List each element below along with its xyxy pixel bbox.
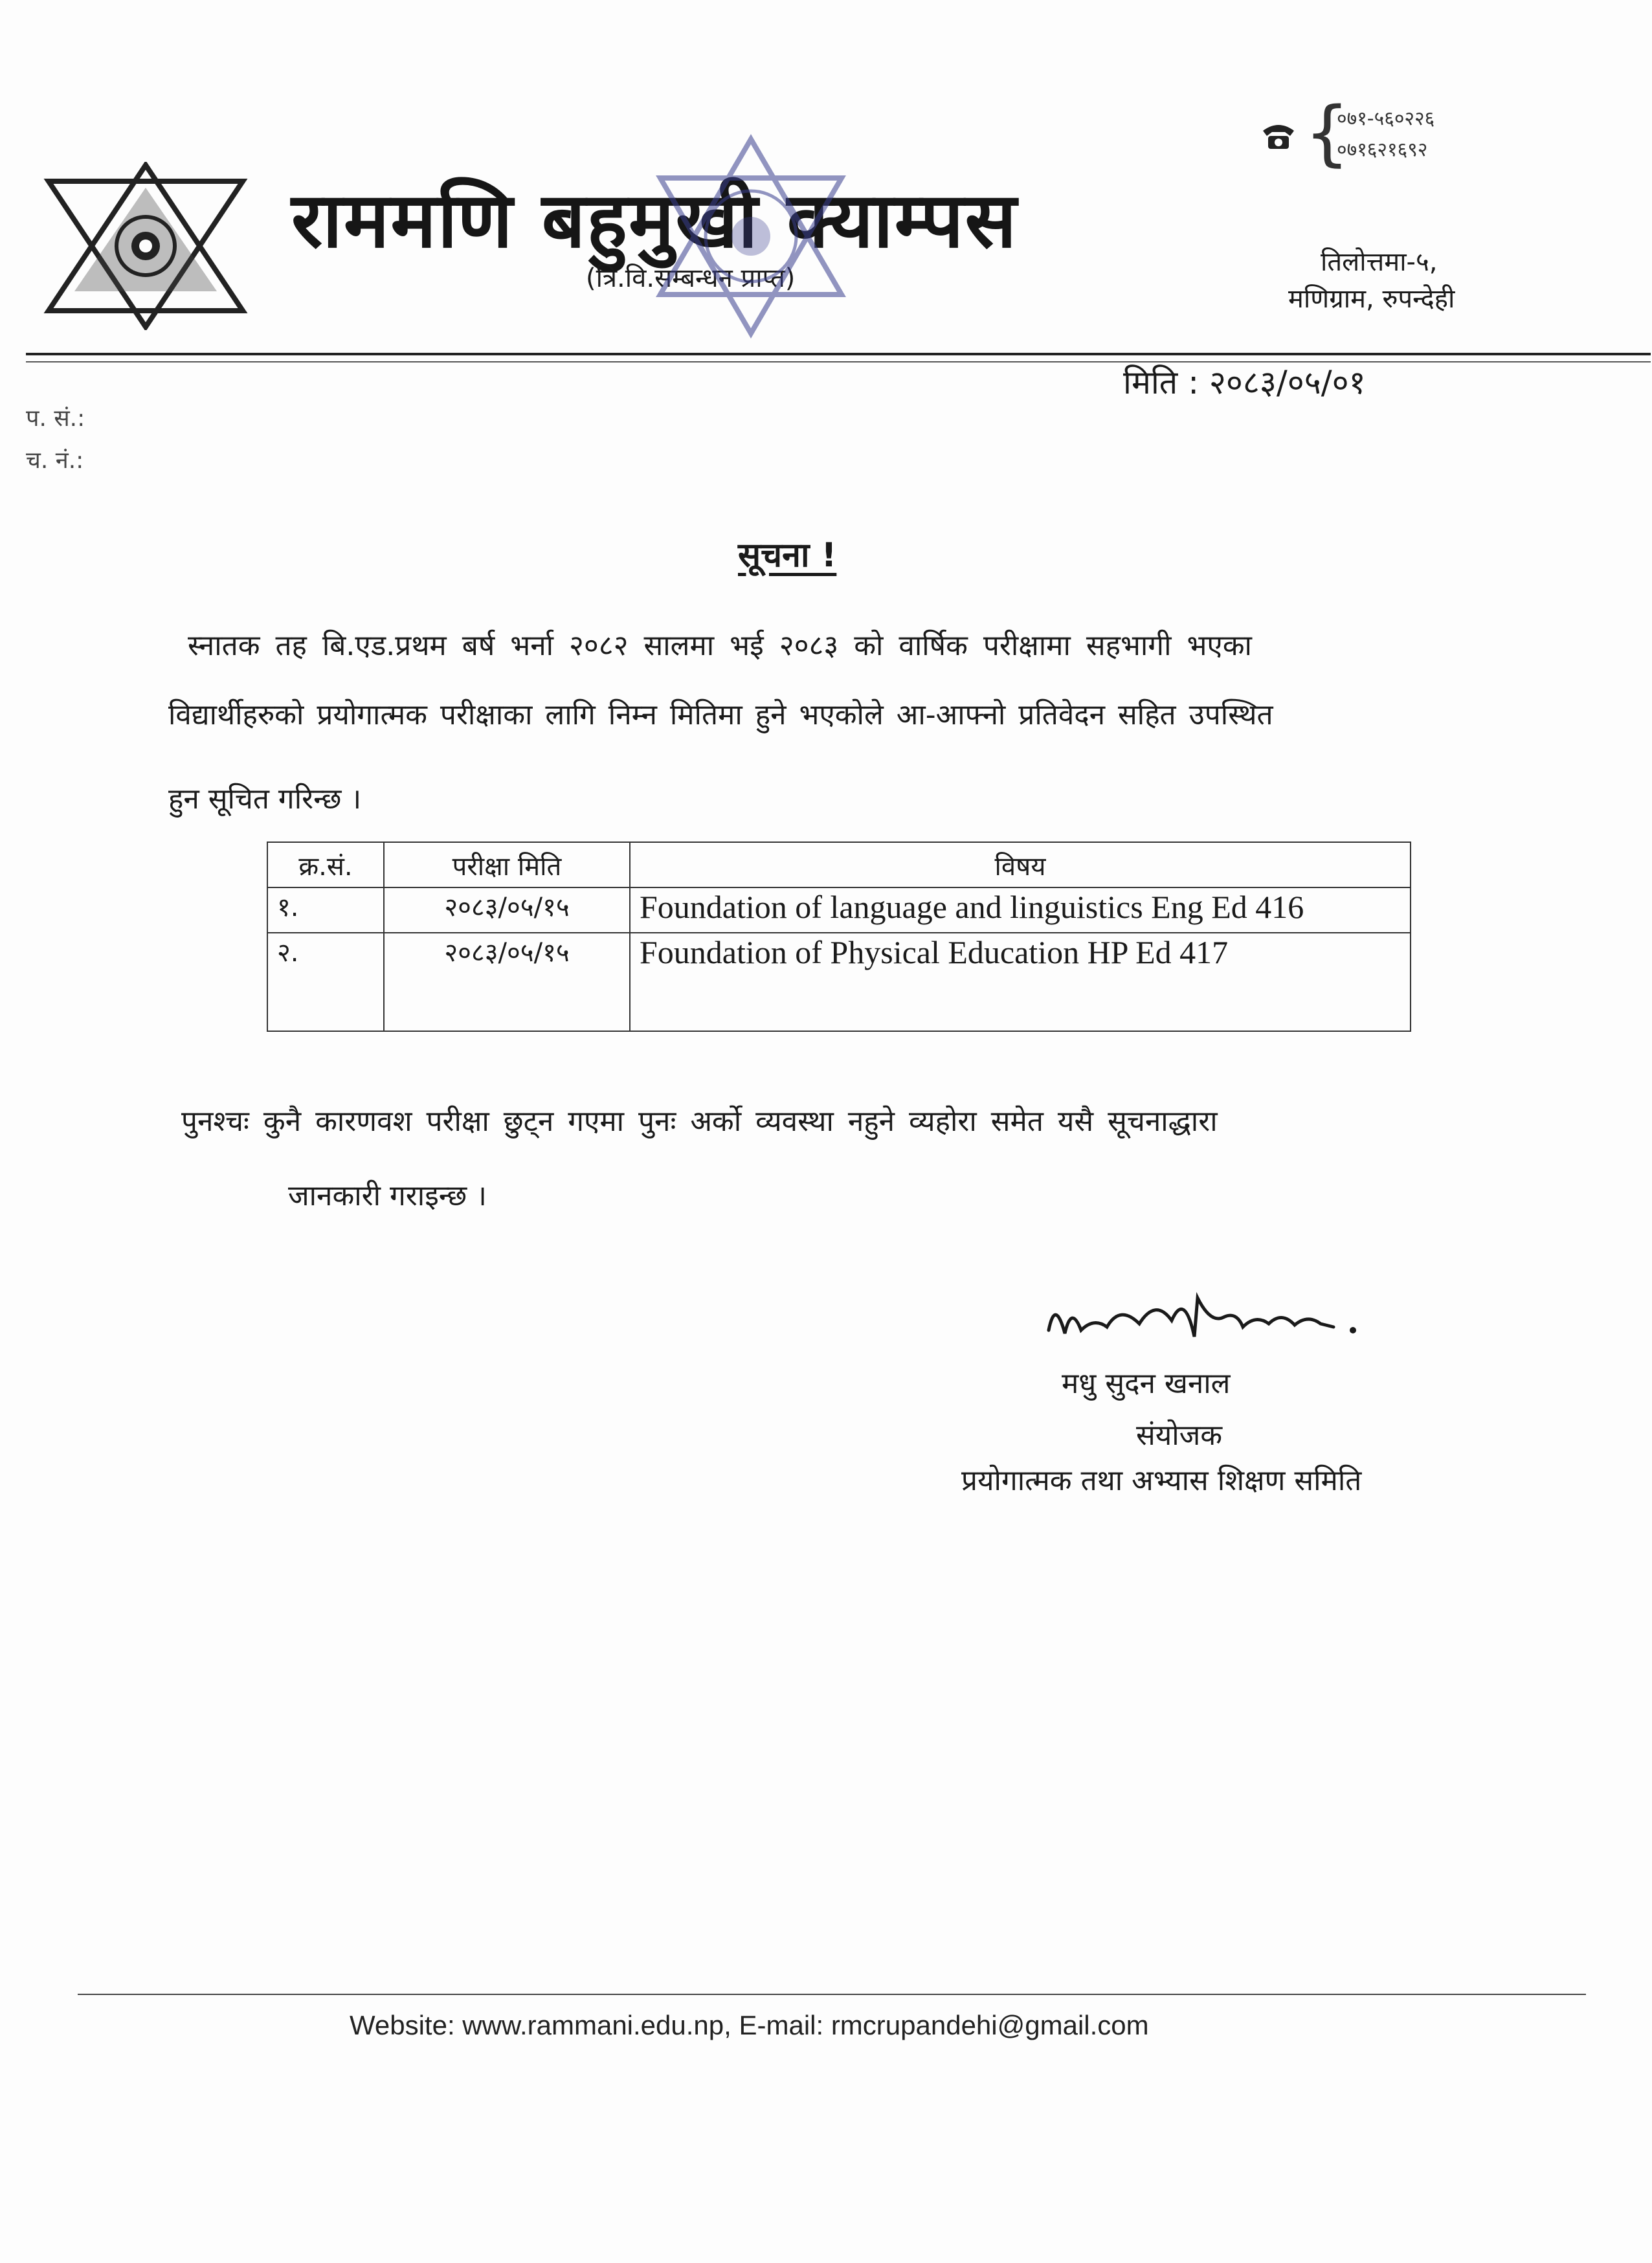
letter-date: मिति : २०८३/०५/०१ — [1123, 364, 1366, 401]
cell-exam-date: २०८३/०५/१५ — [384, 887, 630, 933]
official-seal-icon — [641, 126, 861, 346]
header-divider-thin — [26, 361, 1651, 362]
table-row — [267, 887, 1411, 933]
notice-paragraph-line: विद्यार्थीहरुको प्रयोगात्मक परीक्षाका लागि निम्न मितिमा हुने भएकोले आ-आफ्नो प्रतिवेदन सहित उपस्थित — [168, 698, 1273, 731]
address-line-1: तिलोत्तमा-५, — [1321, 247, 1438, 277]
phone-number: ०७१६२१६९२ — [1337, 139, 1428, 161]
campus-emblem-icon — [39, 162, 252, 330]
header-divider — [26, 353, 1651, 355]
signatory-name: मधु सुदन खनाल — [1062, 1367, 1231, 1400]
campus-name: राममणि बहुमुखी क्याम्पस — [291, 175, 1018, 265]
table-row — [267, 933, 1411, 1031]
cell-exam-date: २०८३/०५/१५ — [384, 933, 630, 1031]
notice-heading: सूचना ! — [738, 536, 837, 575]
footer-contact: Website: www.rammani.edu.np, E-mail: rmcrupandehi@gmail.com — [350, 2010, 1149, 2040]
telephone-icon — [1259, 117, 1298, 155]
dispatch-number-label: च. नं.: — [26, 447, 84, 474]
reference-number-label: प. सं.: — [26, 405, 85, 432]
cell-serial: २. — [267, 933, 384, 1031]
phone-brace: { — [1304, 91, 1350, 174]
affiliation-note: (त्रि.वि.सम्बन्धन प्राप्त) — [586, 263, 796, 293]
notice-paragraph-line: स्नातक तह बि.एड.प्रथम बर्ष भर्ना २०८२ सालमा भई २०८३ को वार्षिक परीक्षामा सहभागी भएका — [188, 629, 1252, 662]
cell-subject: Foundation of language and linguistics Eng Ed 416 — [630, 887, 1411, 933]
notice-paragraph-line: हुन सूचित गरिन्छ । — [168, 783, 362, 816]
postscript-line: पुनश्चः कुनै कारणवश परीक्षा छुट्न गएमा पुनः अर्को व्यवस्था नहुने व्यहोरा समेत यसै सूचनाद्धारा — [181, 1105, 1218, 1138]
handwritten-signature-icon — [1036, 1278, 1372, 1363]
column-header-subject: विषय — [630, 842, 1411, 887]
committee-name: प्रयोगात्मक तथा अभ्यास शिक्षण समिति — [961, 1464, 1362, 1497]
address-line-2: मणिग्राम, रुपन्देही — [1288, 284, 1455, 314]
column-header-exam-date: परीक्षा मिति — [384, 842, 630, 887]
postscript-line: जानकारी गराइन्छ । — [288, 1179, 487, 1212]
cell-subject: Foundation of Physical Education HP Ed 417 — [630, 933, 1411, 1031]
signatory-role: संयोजक — [1136, 1419, 1223, 1452]
phone-number: ०७१-५६०२२६ — [1337, 107, 1435, 130]
phone-numbers — [1337, 104, 1434, 166]
footer-divider — [78, 1994, 1586, 1995]
cell-serial: १. — [267, 887, 384, 933]
column-header-serial: क्र.सं. — [267, 842, 384, 887]
exam-schedule-table — [267, 842, 1411, 1032]
table-header-row — [267, 842, 1411, 887]
